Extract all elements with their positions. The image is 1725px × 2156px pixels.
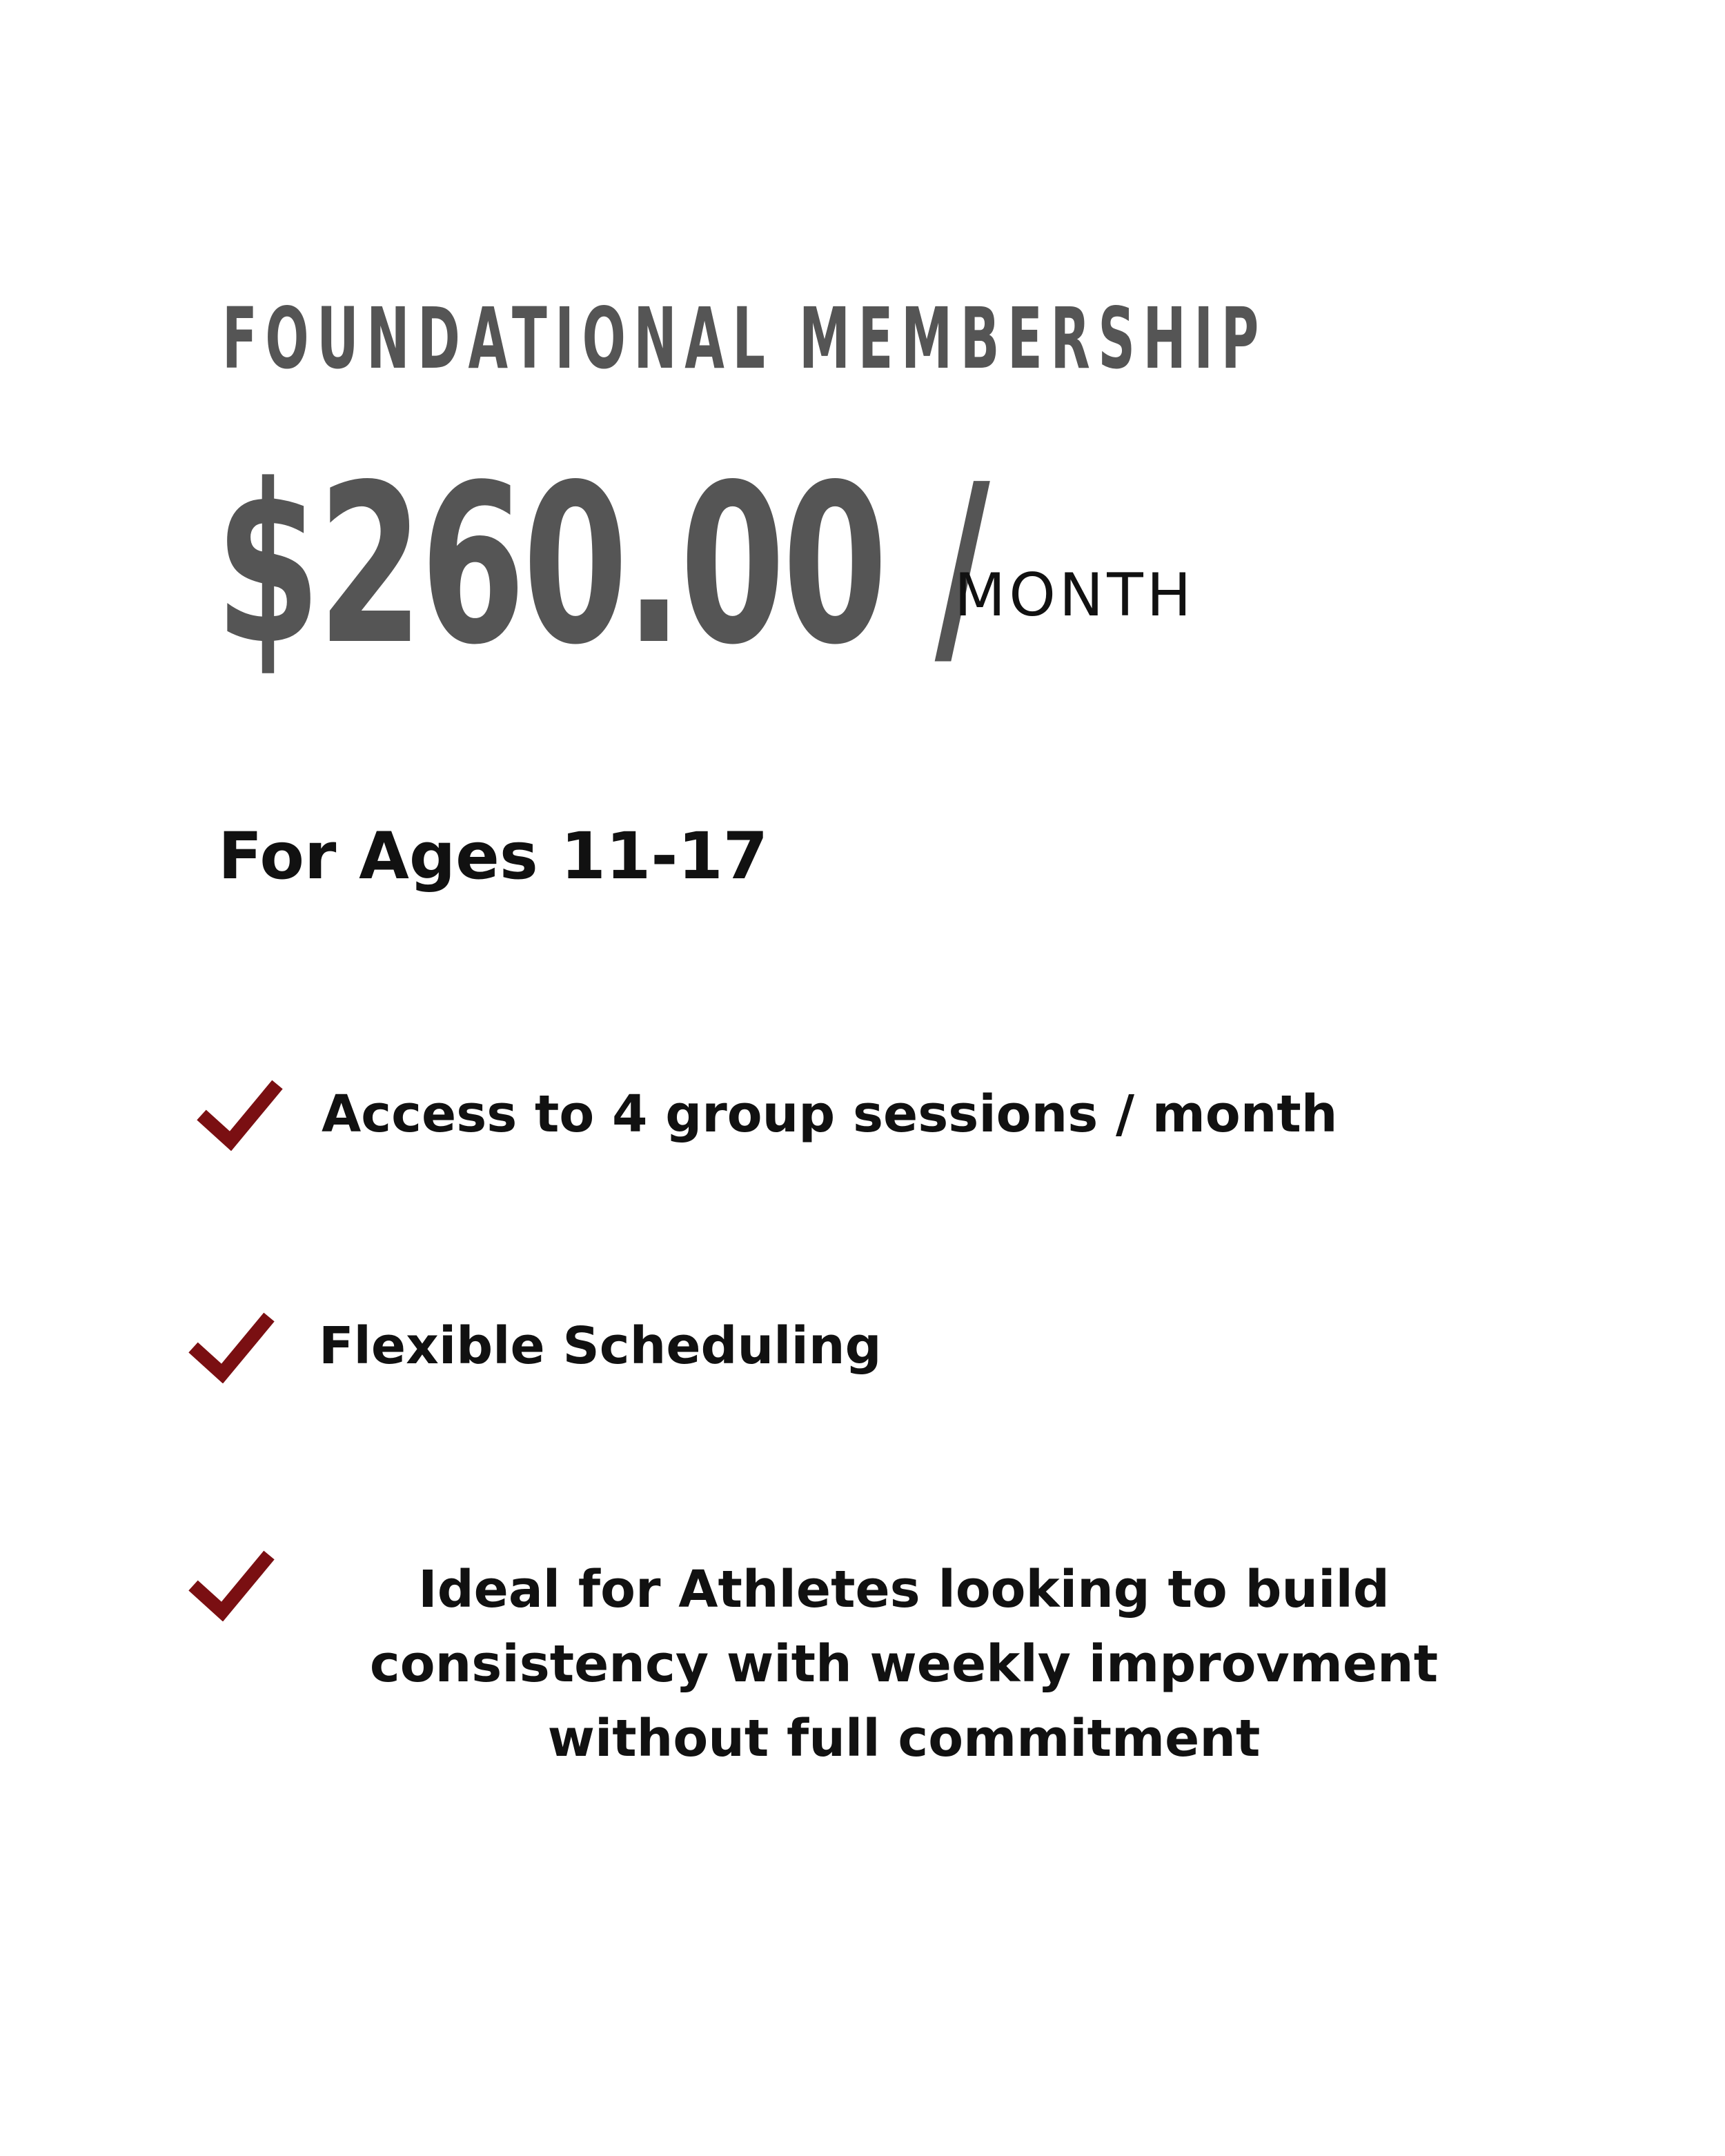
price: $260.00 / <box>215 437 987 693</box>
feature-text: Flexible Scheduling <box>319 1316 882 1376</box>
feature-text: Ideal for Athletes looking to build consistency with weekly improvment without full commitment <box>369 1560 1439 1768</box>
checkmark-icon <box>195 1075 284 1151</box>
age-range: For Ages 11-17 <box>218 819 769 894</box>
membership-title: FOUNDATIONAL MEMBERSHIP <box>222 290 1267 388</box>
feature-text: Access to 4 group sessions / month <box>322 1085 1338 1144</box>
price-period: MONTH <box>954 561 1195 630</box>
checkmark-icon <box>186 1307 276 1383</box>
checkmark-icon <box>186 1545 276 1621</box>
